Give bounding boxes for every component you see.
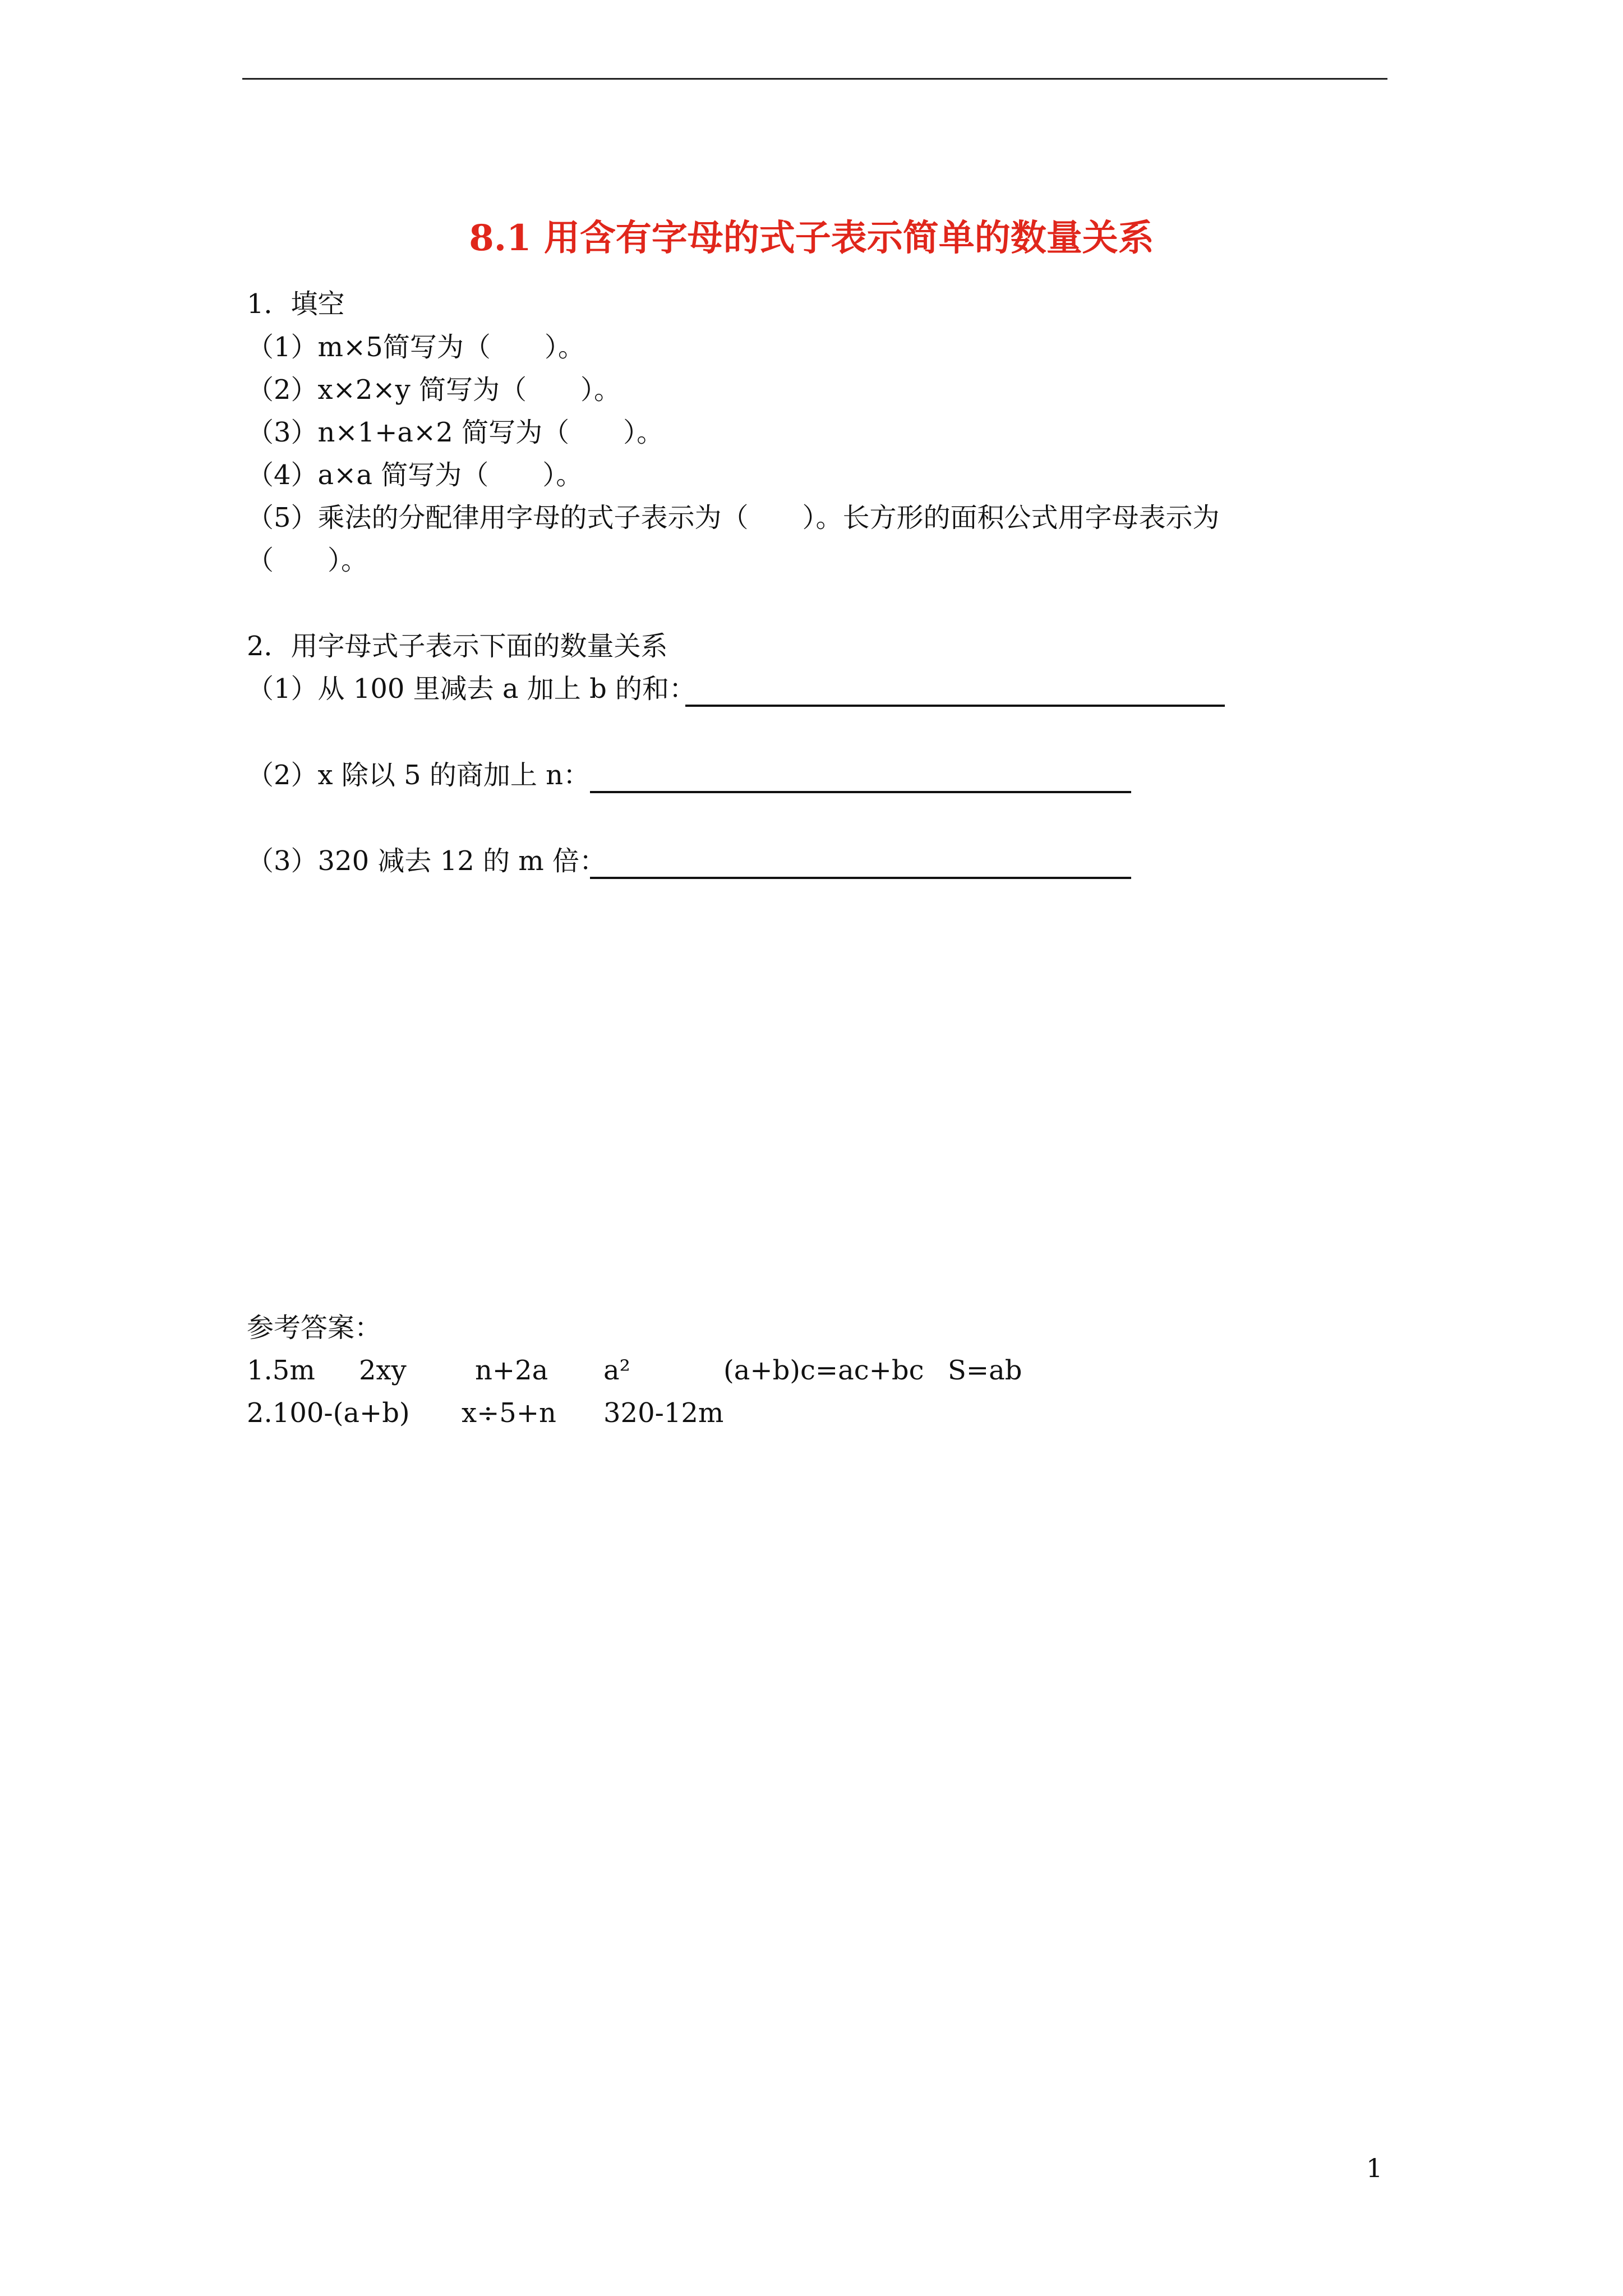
question-1-4: （4）a×a 简写为（ ）。 — [247, 459, 583, 491]
answer-1-3: n+2a — [475, 1355, 548, 1386]
answer-1-2: 2xy — [359, 1355, 407, 1386]
page-number: 1 — [1366, 2153, 1383, 2183]
answers-heading: 参考答案： — [247, 1312, 382, 1343]
answers-row-1 — [0, 1352, 1623, 1388]
answer-blank-2-3 — [590, 877, 1131, 879]
question-1-5-continued: （ ）。 — [247, 545, 368, 576]
section1-heading: 1．填空 — [247, 288, 345, 320]
answer-2-1: 2.100-(a+b) — [247, 1397, 410, 1429]
question-1-5: （5）乘法的分配律用字母的式子表示为（ ）。长方形的面积公式用字母表示为 — [247, 502, 1220, 533]
answer-2-3: 320-12m — [603, 1397, 724, 1429]
question-2-2: （2）x 除以 5 的商加上 n： — [247, 760, 591, 791]
page-title: 8.1 用含有字母的式子表示简单的数量关系 — [469, 217, 1154, 259]
answer-1-1: 1.5m — [247, 1355, 315, 1386]
answer-2-2: x÷5+n — [462, 1397, 556, 1429]
question-1-2: （2）x×2×y 简写为（ ）。 — [247, 374, 621, 406]
answers-row-2 — [0, 1395, 1623, 1431]
answer-1-5: (a+b)c=ac+bc — [723, 1355, 924, 1386]
question-1-3: （3）n×1+a×2 简写为（ ）。 — [247, 417, 664, 448]
answer-1-4: a² — [603, 1355, 630, 1386]
header-rule — [242, 78, 1387, 80]
section2-heading: 2．用字母式子表示下面的数量关系 — [247, 631, 668, 662]
question-2-3: （3）320 减去 12 的 m 倍： — [247, 845, 607, 877]
answer-1-6: S=ab — [948, 1355, 1022, 1386]
question-2-1: （1）从 100 里减去 a 加上 b 的和： — [247, 673, 697, 705]
answer-blank-2-1 — [685, 705, 1225, 707]
answer-blank-2-2 — [590, 791, 1131, 793]
question-1-1: （1）m×5简写为（ ）。 — [247, 332, 585, 363]
